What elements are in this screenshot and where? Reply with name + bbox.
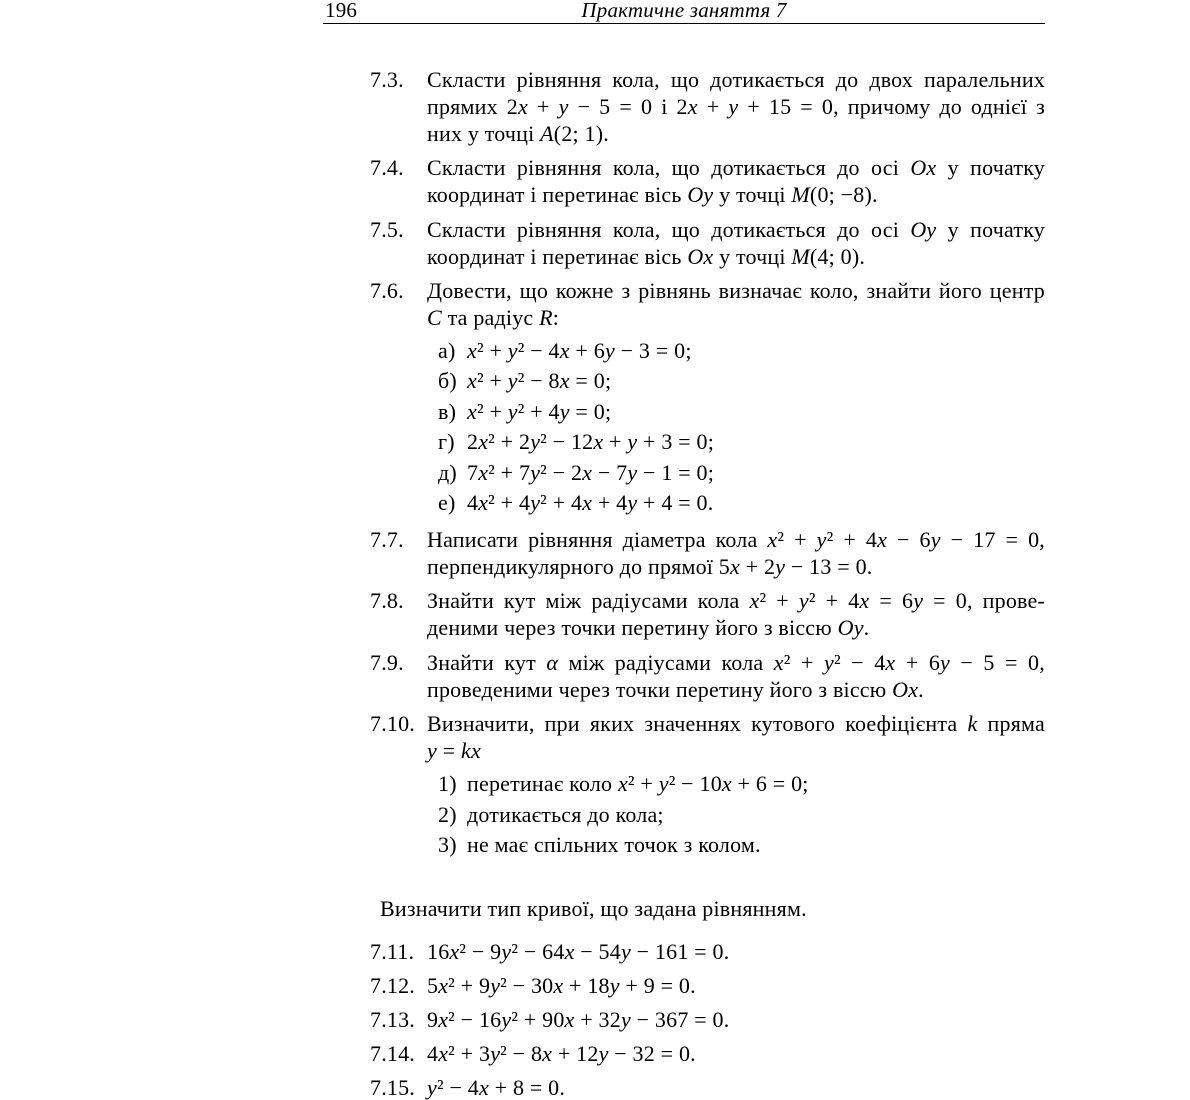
math-variable: Oy <box>837 615 864 641</box>
math-variable: x <box>564 1007 575 1033</box>
math-variable: y <box>775 553 786 579</box>
math-variable: y <box>627 429 638 455</box>
math-variable: y <box>598 1041 609 1067</box>
math-variable: y <box>558 93 569 119</box>
problem-number: 7.12. <box>370 973 415 999</box>
problem-item <box>370 526 1045 580</box>
math-variable: x <box>559 338 570 363</box>
problem-item <box>370 587 1045 641</box>
problem-line: Довести, що кожне з рівнянь визначає коло, знайти його центр <box>427 278 1045 303</box>
subitem-list <box>427 769 1045 860</box>
math-variable: y <box>728 93 739 119</box>
problem-number: 7.5. <box>370 216 404 242</box>
problem-line: деними через точки перетину його з віссю Oy. <box>427 615 870 641</box>
math-variable: Ox <box>687 243 714 269</box>
problem-number: 7.6. <box>370 278 404 303</box>
math-variable: x <box>885 649 896 675</box>
subitem-equation: x² + y² − 4x + 6y − 3 = 0; <box>467 338 692 363</box>
math-variable: M <box>791 182 810 207</box>
problem-text <box>427 154 1045 208</box>
problem-line: y = kx <box>427 738 481 764</box>
math-variable: y <box>620 1007 631 1033</box>
subitem <box>427 830 1045 860</box>
subitem <box>427 488 1045 518</box>
math-variable: x <box>730 553 740 579</box>
running-title: Практичне заняття 7 <box>581 0 787 22</box>
math-variable: x <box>877 526 888 552</box>
subitem-text: дотикається до кола; <box>467 801 664 827</box>
math-variable: x <box>478 1075 489 1100</box>
math-variable: x <box>859 588 870 614</box>
math-variable: Oy <box>687 182 714 207</box>
math-variable: A <box>540 120 554 146</box>
problem-text <box>427 587 1045 641</box>
equation: 9x² − 16y² + 90x + 32y − 367 = 0. <box>427 1007 730 1033</box>
page-number: 196 <box>325 0 358 22</box>
math-variable: y <box>507 368 518 394</box>
problem-line: Скласти рівняння кола, що дотикається до осі Oy у початку <box>427 216 1045 242</box>
math-variable: Ox <box>910 155 937 180</box>
subitem <box>427 427 1045 457</box>
math-variable: y <box>930 526 941 552</box>
subitem-label: г) <box>438 429 455 455</box>
math-variable: y <box>559 398 570 424</box>
problem-text <box>427 277 1045 518</box>
math-variable: y <box>427 1075 437 1100</box>
subitem-label: 1) <box>438 771 457 797</box>
problem-line: координат і перетинає вісь Oy у точці M(0; −8). <box>427 182 878 207</box>
subitem <box>427 366 1045 396</box>
math-variable: x <box>478 459 489 485</box>
math-variable: x <box>553 973 564 999</box>
equation-item <box>370 975 1045 997</box>
math-variable: x <box>617 771 628 797</box>
subitem-equation: 2x² + 2y² − 12x + y + 3 = 0; <box>467 429 715 455</box>
math-variable: y <box>490 973 501 999</box>
math-variable: y <box>913 588 924 614</box>
problem-number: 7.9. <box>370 649 404 675</box>
math-variable: y <box>501 1007 512 1033</box>
math-variable: x <box>582 490 593 516</box>
math-variable: x <box>593 429 604 455</box>
problem-item <box>370 710 1045 860</box>
math-variable: x <box>564 939 575 965</box>
math-variable: k <box>967 711 978 737</box>
equation: 16x² − 9y² − 64x − 54y − 161 = 0. <box>427 939 730 965</box>
math-variable: x <box>582 459 593 485</box>
problem-number: 7.11. <box>370 939 415 965</box>
problem-line: проведеними через точки перетину його з віссю Ox. <box>427 676 924 702</box>
math-variable: y <box>824 649 834 675</box>
problem-line: координат і перетинає вісь Ox у точці M(4; 0). <box>427 243 866 269</box>
problem-number: 7.7. <box>370 526 404 552</box>
problem-line: Скласти рівняння кола, що дотикається до осі Ox у початку <box>427 155 1045 180</box>
math-variable: R <box>539 305 553 330</box>
problem-text <box>427 649 1045 703</box>
subitem <box>427 336 1045 366</box>
equation-item <box>370 1043 1045 1065</box>
problem-number: 7.15. <box>370 1075 415 1100</box>
subitem-equation: x² + y² − 8x = 0; <box>467 368 612 394</box>
problem-number: 7.13. <box>370 1007 415 1033</box>
subitem-equation: x² + y² + 4y = 0; <box>467 398 612 424</box>
problem-text <box>427 216 1045 270</box>
math-variable: Ox <box>892 676 919 702</box>
problem-line: них у точці A(2; 1). <box>427 120 609 146</box>
subitem-list <box>427 336 1045 518</box>
subitem-text: перетинає коло x² + y² − 10x + 6 = 0; <box>467 771 809 797</box>
problem-line: Написати рівняння діаметра кола x² + y² + 4x − 6y − 17 = 0, <box>427 526 1045 552</box>
problem-line: прямих 2x + y − 5 = 0 і 2x + y + 15 = 0, причому до однієї з <box>427 93 1046 119</box>
problem-item <box>370 277 1045 518</box>
problem-number: 7.10. <box>370 711 415 737</box>
problem-number: 7.14. <box>370 1041 415 1067</box>
problem-line: Знайти кут між радіусами кола x² + y² + 4x = 6y = 0, прове- <box>427 588 1045 614</box>
math-variable: x <box>773 649 784 675</box>
math-variable: kx <box>460 738 481 764</box>
problem-line: Визначити, при яких значеннях кутового коефіцієнта k пряма <box>427 711 1045 737</box>
math-variable: x <box>478 429 489 455</box>
math-variable: x <box>438 1007 449 1033</box>
problem-number: 7.3. <box>370 66 404 92</box>
math-variable: y <box>620 939 631 965</box>
problem-item <box>370 154 1045 208</box>
subitem <box>427 397 1045 427</box>
equation-list <box>370 941 1045 1099</box>
math-variable: x <box>518 93 528 119</box>
math-variable: M <box>791 243 810 269</box>
subitem-label: е) <box>438 490 456 516</box>
subitem <box>427 458 1045 488</box>
math-variable: x <box>749 588 760 614</box>
problem-text <box>427 526 1045 580</box>
page-content <box>370 66 1045 1100</box>
problem-item <box>370 216 1045 270</box>
math-variable: y <box>501 939 512 965</box>
subitem-equation: 4x² + 4y² + 4x + 4y + 4 = 0. <box>467 490 714 516</box>
math-variable: x <box>767 526 778 552</box>
math-variable: y <box>604 338 615 363</box>
math-variable: y <box>816 526 827 552</box>
math-variable: x <box>559 368 570 394</box>
math-variable: y <box>627 459 638 485</box>
math-variable: y <box>530 429 541 455</box>
problem-line: C та радіус R: <box>427 305 560 330</box>
math-variable: y <box>490 1041 501 1067</box>
math-variable: x <box>687 93 698 119</box>
math-variable: Oy <box>910 216 937 242</box>
subitem-text: не має спільних точок з колом. <box>467 832 761 858</box>
math-variable: x <box>721 771 732 797</box>
section-intro: Визначити тип кривої, що задана рівнянням. <box>380 895 807 921</box>
math-variable: y <box>798 588 809 614</box>
problem-number: 7.8. <box>370 588 404 614</box>
math-variable: y <box>609 973 620 999</box>
problem-line: Скласти рівняння кола, що дотикається до двох паралельних <box>427 66 1045 92</box>
problem-line: перпендикулярного до прямої 5x + 2y − 13 = 0. <box>427 553 873 579</box>
math-variable: x <box>438 973 449 999</box>
equation: 4x² + 3y² − 8x + 12y − 32 = 0. <box>427 1041 696 1067</box>
math-variable: y <box>507 338 518 363</box>
equation: 5x² + 9y² − 30x + 18y + 9 = 0. <box>427 973 696 999</box>
math-variable: x <box>467 338 477 363</box>
subitem <box>427 769 1045 799</box>
math-variable: x <box>467 398 477 424</box>
problem-item <box>370 649 1045 703</box>
math-variable: y <box>530 459 541 485</box>
subitem-equation: 7x² + 7y² − 2x − 7y − 1 = 0; <box>467 459 715 485</box>
equation-item <box>370 1009 1045 1031</box>
equation-item <box>370 1077 1045 1099</box>
math-variable: y <box>507 398 518 424</box>
subitem-label: д) <box>438 459 457 485</box>
problem-text <box>427 710 1045 860</box>
subitem-label: 2) <box>438 801 457 827</box>
problem-text <box>427 66 1045 147</box>
math-variable: y <box>530 490 541 516</box>
equation-item <box>370 941 1045 963</box>
math-variable: y <box>427 738 437 764</box>
math-variable: x <box>449 939 460 965</box>
math-variable: y <box>658 771 669 797</box>
math-variable: C <box>427 305 442 330</box>
math-variable: α <box>546 649 559 675</box>
math-variable: x <box>478 490 489 516</box>
subitem-label: а) <box>438 338 456 363</box>
problem-number: 7.4. <box>370 155 404 180</box>
math-variable: y <box>940 649 950 675</box>
subitem-label: в) <box>438 398 457 424</box>
problem-item <box>370 66 1045 147</box>
math-variable: x <box>542 1041 553 1067</box>
problem-line: Знайти кут α між радіусами кола x² + y² − 4x + 6y − 5 = 0, <box>427 649 1045 675</box>
subitem-label: 3) <box>438 832 457 858</box>
math-variable: x <box>467 368 477 394</box>
math-variable: y <box>627 490 638 516</box>
page-header <box>323 0 1045 24</box>
equation: y² − 4x + 8 = 0. <box>427 1075 566 1100</box>
subitem-label: б) <box>438 368 457 394</box>
subitem <box>427 800 1045 830</box>
math-variable: x <box>438 1041 449 1067</box>
